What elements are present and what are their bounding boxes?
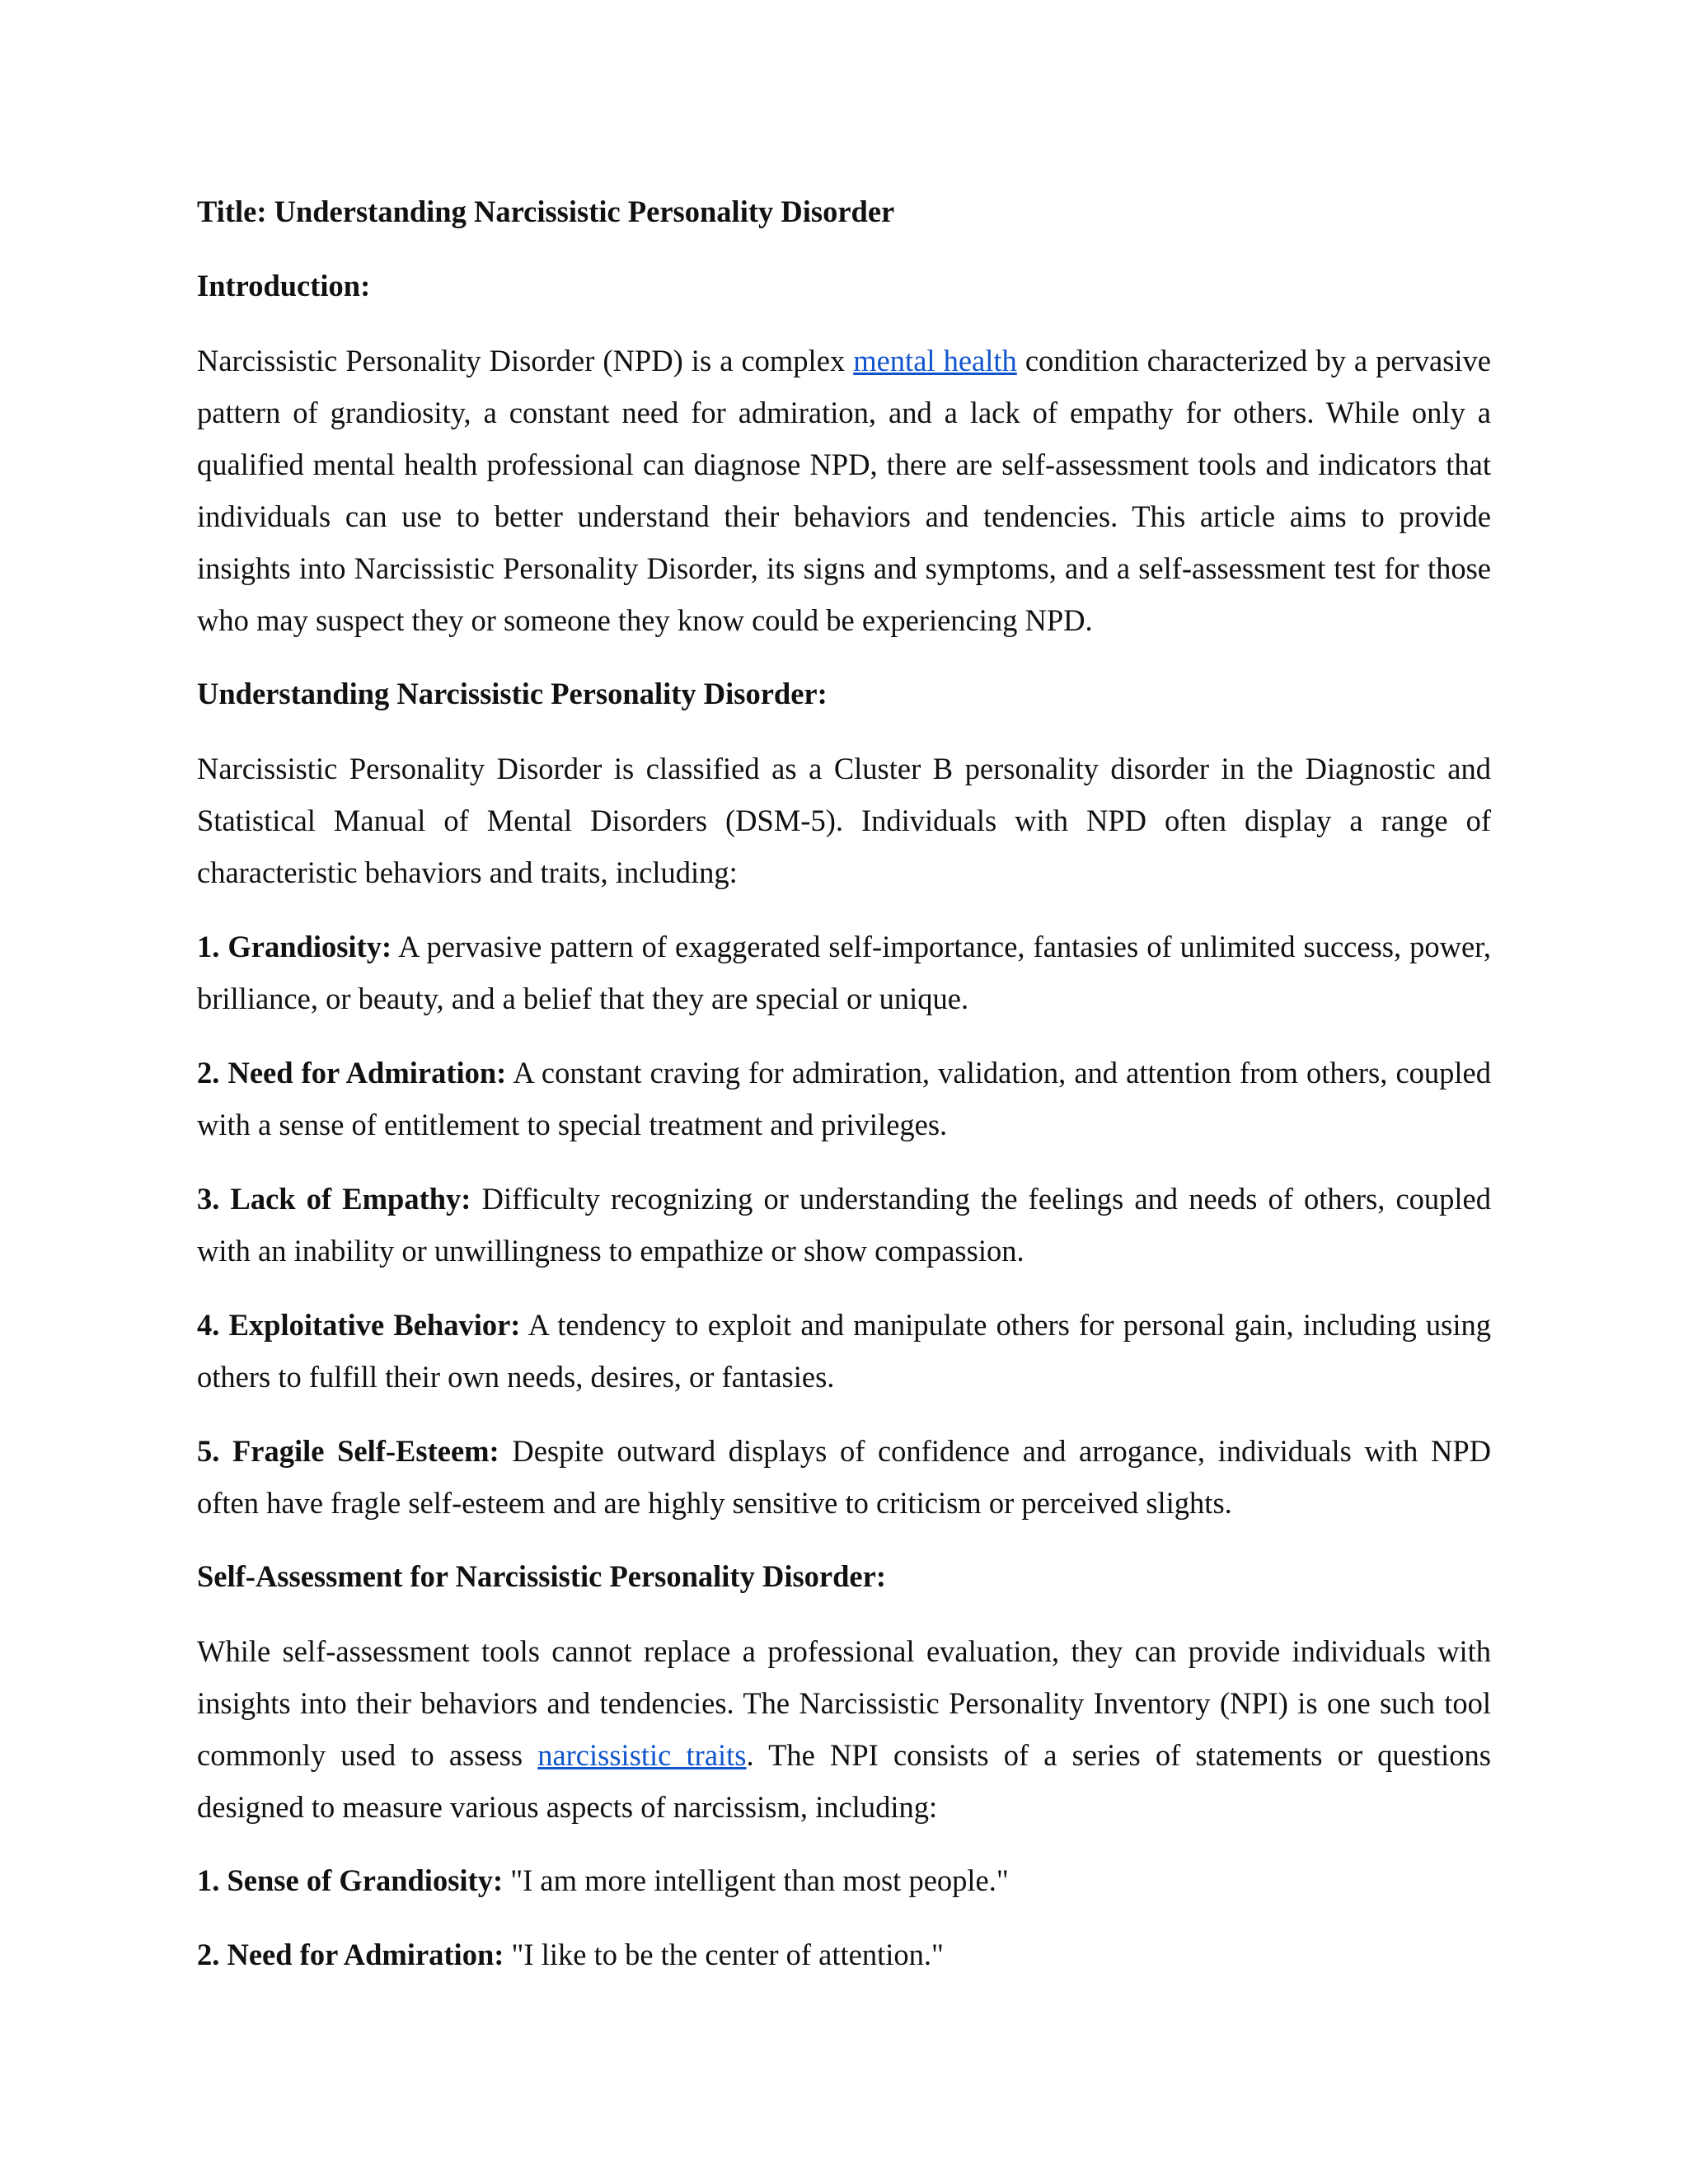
trait-label: 5. Fragile Self-Esteem: (197, 1434, 499, 1468)
trait-text: A pervasive pattern of exaggerated self-importance, fantasies of unlimited success, power, brilliance, or beauty, and a belief that they are special or unique. (197, 930, 1491, 1015)
npi-item-need-for-admiration (197, 1929, 1491, 1980)
trait-item-exploitative-behavior (197, 1299, 1491, 1403)
npi-item-label: 1. Sense of Grandiosity: (197, 1863, 504, 1897)
document-body (197, 186, 1491, 2004)
trait-text: Difficulty recognizing or understanding the feelings and needs of others, coupled with an inability or unwillingness to empathize or show compassion. (197, 1182, 1491, 1268)
trait-item-lack-of-empathy (197, 1173, 1491, 1277)
trait-item-grandiosity (197, 921, 1491, 1024)
trait-text: Despite outward displays of confidence and arrogance, individuals with NPD often have fragle self-esteem and are highly sensitive to criticism or perceived slights. (197, 1434, 1492, 1520)
introduction-heading: Introduction: (197, 269, 371, 302)
trait-label: 1. Grandiosity: (197, 930, 392, 963)
introduction-text-start: Narcissistic Personality Disorder (NPD) is a complex (197, 344, 854, 377)
npi-item-text: "I like to be the center of attention." (504, 1938, 944, 1971)
narcissistic-traits-link[interactable]: narcissistic traits (537, 1738, 747, 1772)
introduction-paragraph (197, 335, 1491, 646)
npi-item-label: 2. Need for Admiration: (197, 1938, 504, 1971)
trait-label: 2. Need for Admiration: (197, 1056, 507, 1090)
self-assessment-paragraph (197, 1625, 1491, 1833)
document-title: Title: Understanding Narcissistic Personality Disorder (197, 194, 895, 228)
mental-health-link[interactable]: mental health (853, 344, 1017, 377)
trait-item-need-for-admiration (197, 1047, 1491, 1151)
introduction-text-end: condition characterized by a pervasive pattern of grandiosity, a constant need for admiration, and a lack of empathy for others. While only a qualified mental health professional can diagnose NPD, there are self-assessment tools and indicators that individuals can use to better understand their behaviors and tendencies. This article aims to provide insights into Narcissistic Personality Disorder, its signs and symptoms, and a self-assessment test for those who may suspect they or someone they know could be experiencing NPD. (197, 344, 1492, 637)
trait-label: 4. Exploitative Behavior: (197, 1308, 521, 1342)
npi-item-sense-of-grandiosity (197, 1855, 1491, 1906)
trait-item-fragile-self-esteem (197, 1425, 1491, 1529)
self-assessment-text-start: While self-assessment tools cannot replace a professional evaluation, they can provide individuals with insights into their behaviors and tendencies. The Narcissistic Personality Inventory (NPI) is one such tool commonly used to assess (197, 1634, 1491, 1772)
trait-text: A tendency to exploit and manipulate others for personal gain, including using others to fulfill their own needs, desires, or fantasies. (197, 1308, 1491, 1394)
trait-text: A constant craving for admiration, validation, and attention from others, coupled with a sense of entitlement to special treatment and privileges. (197, 1056, 1491, 1141)
self-assessment-heading: Self-Assessment for Narcissistic Personality Disorder: (197, 1559, 886, 1593)
self-assessment-text-end: . The NPI consists of a series of statements or questions designed to measure various aspects of narcissism, including: (197, 1738, 1492, 1824)
understanding-paragraph: Narcissistic Personality Disorder is classified as a Cluster B personality disorder in the Diagnostic and Statistical Manual of Mental Disorders (DSM-5). Individuals with NPD often display a range of characteristic behaviors and traits, including: (197, 752, 1491, 889)
npi-item-text: "I am more intelligent than most people." (503, 1863, 1009, 1897)
understanding-heading: Understanding Narcissistic Personality Disorder: (197, 677, 828, 710)
trait-label: 3. Lack of Empathy: (197, 1182, 471, 1216)
